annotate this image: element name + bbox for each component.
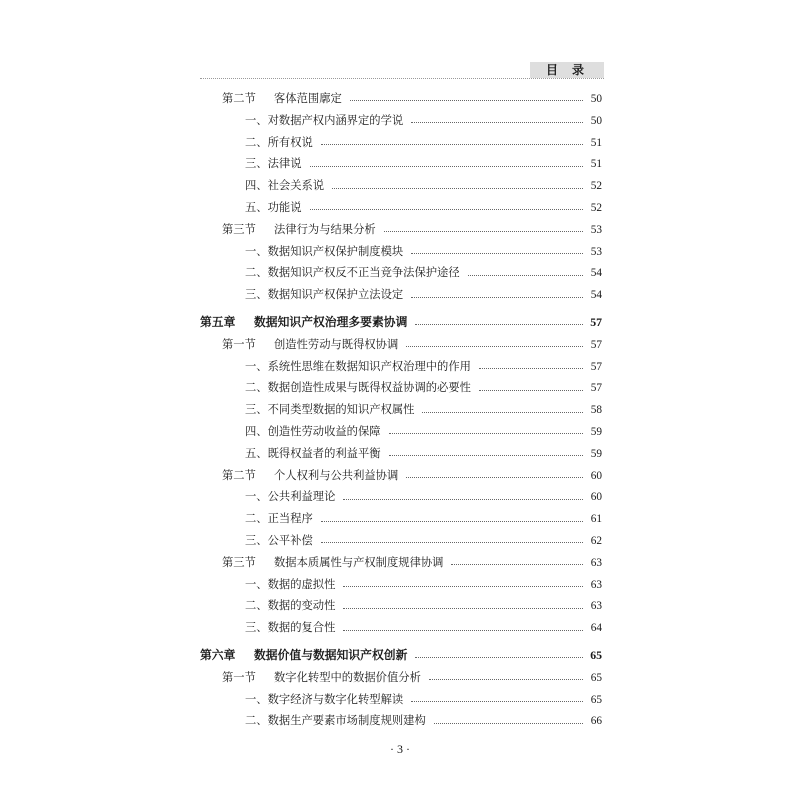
toc-subsection-entry bbox=[200, 443, 602, 465]
toc-page-number: 52 bbox=[590, 180, 602, 193]
toc-entry-label bbox=[245, 617, 335, 639]
toc-entry-title: 数据本质属性与产权制度规律协调 bbox=[274, 555, 444, 569]
section-number: 第三节 bbox=[222, 222, 256, 236]
toc-page-number: 60 bbox=[590, 469, 602, 482]
toc-page-number: 54 bbox=[590, 289, 602, 302]
toc-subsection-entry bbox=[200, 486, 602, 508]
dot-leader bbox=[406, 477, 583, 478]
toc-subsection-entry bbox=[200, 241, 602, 263]
dot-leader bbox=[422, 412, 583, 413]
dot-leader bbox=[310, 209, 584, 210]
dot-leader bbox=[429, 679, 583, 680]
toc-subsection-entry bbox=[200, 574, 602, 596]
toc-section-entry bbox=[200, 88, 602, 110]
toc-entry-label bbox=[222, 667, 421, 689]
toc-entry-label bbox=[245, 377, 471, 399]
toc-page-number: 63 bbox=[590, 556, 602, 569]
toc-subsection-entry bbox=[200, 132, 602, 154]
toc-page-number: 53 bbox=[590, 223, 602, 236]
toc-page-number: 57 bbox=[590, 382, 602, 395]
toc-subsection-entry bbox=[200, 262, 602, 284]
toc-entry-title: 三、不同类型数据的知识产权属性 bbox=[245, 403, 415, 417]
toc-page-number: 60 bbox=[590, 491, 602, 504]
section-number: 第一节 bbox=[222, 337, 256, 351]
toc-page-number: 53 bbox=[590, 245, 602, 258]
toc-subsection-entry bbox=[200, 710, 602, 732]
dot-leader bbox=[451, 564, 583, 565]
dot-leader bbox=[468, 275, 583, 276]
toc-section-entry bbox=[200, 465, 602, 487]
toc-entry-label bbox=[245, 356, 471, 378]
toc-entry-label bbox=[245, 197, 302, 219]
toc-page-number: 63 bbox=[590, 600, 602, 613]
toc-subsection-entry bbox=[200, 284, 602, 306]
dot-leader bbox=[343, 586, 583, 587]
toc-entry-label bbox=[245, 110, 403, 132]
toc-entry-title: 二、数据创造性成果与既得权益协调的必要性 bbox=[245, 381, 471, 395]
section-number: 第一节 bbox=[222, 670, 256, 684]
toc-page-number: 65 bbox=[590, 671, 602, 684]
toc-page-number: 57 bbox=[590, 314, 602, 329]
toc-entry-label bbox=[222, 552, 443, 574]
running-header bbox=[200, 62, 604, 79]
chapter-number: 第六章 bbox=[200, 647, 236, 662]
toc-entry-title: 一、系统性思维在数据知识产权治理中的作用 bbox=[245, 359, 471, 373]
toc-subsection-entry bbox=[200, 421, 602, 443]
dot-leader bbox=[321, 144, 583, 145]
toc-page-number: 51 bbox=[590, 136, 602, 149]
toc-subsection-entry bbox=[200, 595, 602, 617]
toc-page-number: 52 bbox=[590, 201, 602, 214]
dot-leader bbox=[415, 657, 583, 658]
dot-leader bbox=[389, 433, 583, 434]
toc-entry-label bbox=[200, 645, 407, 667]
toc-section-entry bbox=[200, 334, 602, 356]
dot-leader bbox=[415, 324, 583, 325]
section-number: 第三节 bbox=[222, 555, 256, 569]
page-number: · 3 · bbox=[390, 742, 410, 756]
toc-entry-title: 二、数据的变动性 bbox=[245, 599, 336, 613]
toc-entry-label bbox=[245, 241, 403, 263]
header-title: 目录 bbox=[545, 63, 598, 77]
toc-entry-title: 法律行为与结果分析 bbox=[274, 222, 376, 236]
toc-page-number: 66 bbox=[590, 715, 602, 728]
toc-entry-label bbox=[200, 312, 407, 334]
toc-subsection-entry bbox=[200, 377, 602, 399]
toc-chapter-entry bbox=[200, 312, 602, 334]
toc-page-number: 59 bbox=[590, 447, 602, 460]
table-of-contents bbox=[200, 88, 602, 732]
toc-page-number: 65 bbox=[590, 693, 602, 706]
toc-entry-title: 个人权利与公共利益协调 bbox=[274, 468, 399, 482]
dot-leader bbox=[389, 455, 583, 456]
toc-section-entry bbox=[200, 552, 602, 574]
toc-entry-label bbox=[245, 530, 313, 552]
toc-section-entry bbox=[200, 667, 602, 689]
toc-entry-title: 五、功能说 bbox=[245, 200, 302, 214]
toc-subsection-entry bbox=[200, 110, 602, 132]
toc-page-number: 64 bbox=[590, 622, 602, 635]
dot-leader bbox=[310, 166, 584, 167]
toc-entry-title: 数据价值与数据知识产权创新 bbox=[254, 647, 408, 662]
toc-entry-title: 三、法律说 bbox=[245, 157, 302, 171]
toc-entry-label bbox=[245, 508, 313, 530]
toc-entry-title: 数据知识产权治理多要素协调 bbox=[254, 314, 408, 329]
toc-entry-title: 二、正当程序 bbox=[245, 512, 313, 526]
dot-leader bbox=[411, 122, 583, 123]
toc-subsection-entry bbox=[200, 197, 602, 219]
toc-subsection-entry bbox=[200, 530, 602, 552]
toc-entry-title: 二、所有权说 bbox=[245, 135, 313, 149]
toc-entry-title: 四、社会关系说 bbox=[245, 179, 325, 193]
toc-entry-title: 一、数据的虚拟性 bbox=[245, 577, 336, 591]
toc-entry-label bbox=[245, 132, 313, 154]
toc-page-number: 59 bbox=[590, 425, 602, 438]
dot-leader bbox=[321, 521, 583, 522]
dot-leader bbox=[343, 630, 583, 631]
toc-entry-title: 三、公平补偿 bbox=[245, 533, 313, 547]
section-number: 第二节 bbox=[222, 92, 256, 105]
toc-page-number: 63 bbox=[590, 578, 602, 591]
dot-leader bbox=[406, 346, 583, 347]
toc-entry-label bbox=[245, 689, 403, 711]
toc-page-number: 54 bbox=[590, 267, 602, 280]
dot-leader bbox=[343, 608, 583, 609]
toc-entry-label bbox=[245, 421, 381, 443]
toc-page-number: 62 bbox=[590, 534, 602, 547]
dot-leader bbox=[343, 499, 583, 500]
toc-entry-label bbox=[245, 175, 324, 197]
dot-leader bbox=[411, 297, 583, 298]
dot-leader bbox=[479, 390, 583, 391]
toc-entry-title: 数字化转型中的数据价值分析 bbox=[274, 670, 421, 684]
dot-leader bbox=[321, 542, 583, 543]
toc-entry-label bbox=[222, 88, 342, 110]
dot-leader bbox=[350, 100, 583, 101]
toc-page-number: 51 bbox=[590, 158, 602, 171]
toc-entry-label bbox=[222, 465, 398, 487]
toc-chapter-entry bbox=[200, 645, 602, 667]
toc-section-entry bbox=[200, 219, 602, 241]
toc-subsection-entry bbox=[200, 356, 602, 378]
toc-entry-title: 创造性劳动与既得权协调 bbox=[274, 337, 399, 351]
dot-leader bbox=[411, 701, 583, 702]
toc-entry-label bbox=[245, 595, 335, 617]
toc-subsection-entry bbox=[200, 689, 602, 711]
toc-entry-label bbox=[245, 486, 335, 508]
toc-entry-title: 一、数字经济与数字化转型解读 bbox=[245, 692, 404, 706]
toc-entry-label bbox=[245, 262, 460, 284]
toc-subsection-entry bbox=[200, 508, 602, 530]
toc-page-number: 57 bbox=[590, 338, 602, 351]
toc-entry-label bbox=[245, 399, 414, 421]
dot-leader bbox=[411, 253, 583, 254]
dot-leader bbox=[434, 723, 583, 724]
toc-entry-title: 客体范围廓定 bbox=[274, 92, 342, 105]
toc-page-number: 61 bbox=[590, 513, 602, 526]
toc-subsection-entry bbox=[200, 399, 602, 421]
toc-entry-label bbox=[222, 219, 376, 241]
toc-entry-title: 三、数据的复合性 bbox=[245, 621, 336, 635]
toc-entry-title: 一、对数据产权内涵界定的学说 bbox=[245, 113, 404, 127]
dot-leader bbox=[384, 231, 583, 232]
toc-page-number: 50 bbox=[590, 114, 602, 127]
toc-subsection-entry bbox=[200, 153, 602, 175]
toc-entry-title: 五、既得权益者的利益平衡 bbox=[245, 446, 381, 460]
toc-entry-label bbox=[222, 334, 398, 356]
toc-subsection-entry bbox=[200, 617, 602, 639]
toc-entry-title: 一、公共利益理论 bbox=[245, 490, 336, 504]
dot-leader bbox=[479, 368, 583, 369]
toc-page-number: 58 bbox=[590, 404, 602, 417]
toc-entry-label bbox=[245, 443, 381, 465]
toc-page-number: 65 bbox=[590, 647, 602, 662]
toc-entry-title: 二、数据生产要素市场制度规则建构 bbox=[245, 714, 426, 728]
toc-entry-title: 四、创造性劳动收益的保障 bbox=[245, 424, 381, 438]
chapter-number: 第五章 bbox=[200, 314, 236, 329]
toc-entry-label bbox=[245, 284, 403, 306]
toc-entry-label bbox=[245, 574, 335, 596]
toc-entry-title: 一、数据知识产权保护制度模块 bbox=[245, 244, 404, 258]
toc-entry-label bbox=[245, 710, 426, 732]
section-number: 第二节 bbox=[222, 468, 256, 482]
dot-leader bbox=[332, 188, 583, 189]
toc-page-number: 57 bbox=[590, 360, 602, 373]
toc-entry-label bbox=[245, 153, 302, 175]
toc-page-number: 50 bbox=[590, 93, 602, 105]
toc-entry-title: 二、数据知识产权反不正当竞争法保护途径 bbox=[245, 266, 460, 280]
toc-entry-title: 三、数据知识产权保护立法设定 bbox=[245, 288, 404, 302]
toc-subsection-entry bbox=[200, 175, 602, 197]
